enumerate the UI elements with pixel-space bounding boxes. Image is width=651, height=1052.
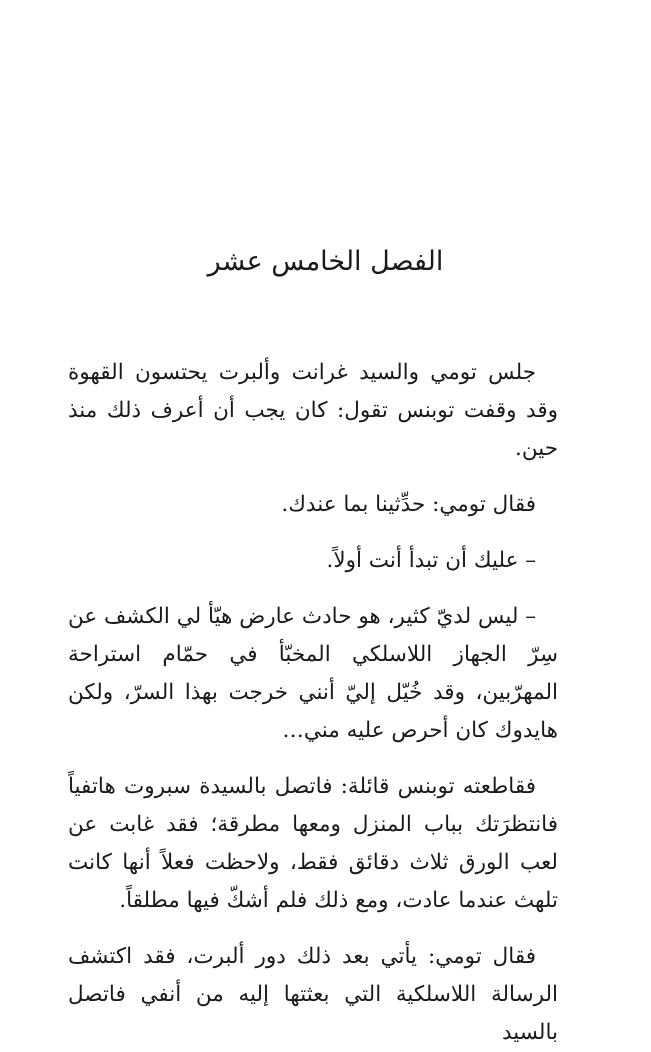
paragraph: – ليس لديّ كثير، هو حادث عارض هيّأ لي الكشف عن سِرّ الجهاز اللاسلكي المخبّأ في حمّام استراحة المهرّبين، وقد خُيّل إليّ أنني خرجت بهذا السرّ، ولكن هايدوك كان أحرص عليه مني… <box>68 604 558 743</box>
paragraph: فقاطعته توبنس قائلة: فاتصل بالسيدة سبروت هاتفياً فانتظرَتك بباب المنزل ومعها مطرقة؛ فقد غابت عن لعب الورق ثلاث دقائق فقط، ولاحظت فعلاً أنها كانت تلهث عندما عادت، ومع ذلك فلم أشكّ فيها مطلقاً. <box>68 774 558 913</box>
paragraph: فقال تومي: حدِّثينا بما عندك. <box>281 492 536 517</box>
paragraph: فقال تومي: يأتي بعد ذلك دور ألبرت، فقد اكتشف الرسالة اللاسلكية التي بعثتها إليه من أنفي فاتصل بالسيد <box>68 944 558 1045</box>
chapter-body <box>68 354 558 1052</box>
chapter-title: الفصل الخامس عشر <box>207 246 444 277</box>
paragraph: – عليك أن تبدأ أنت أولاً. <box>326 548 536 573</box>
paragraph: جلس تومي والسيد غرانت وألبرت يحتسون القهوة وقد وقفت توبنس تقول: كان يجب أن أعرف ذلك منذ حين. <box>68 360 558 461</box>
